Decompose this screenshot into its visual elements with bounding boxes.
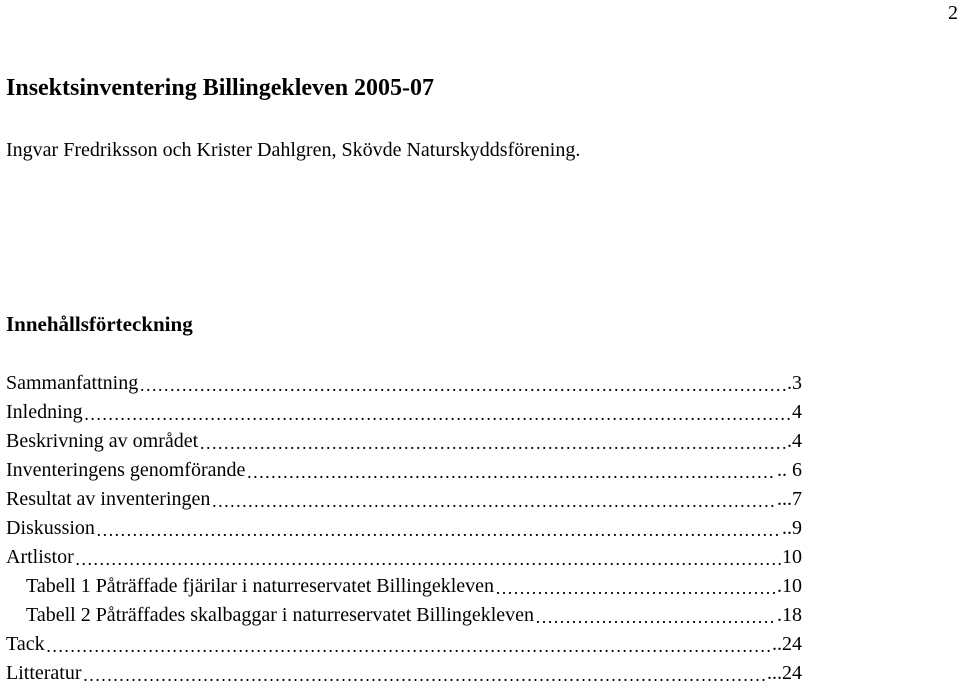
toc-entry-tack[interactable] (6, 630, 802, 659)
toc-entry-label: Beskrivning av området (6, 430, 199, 452)
document-authors: Ingvar Fredriksson och Krister Dahlgren, Skövde Naturskyddsförening. (6, 139, 581, 161)
toc-entry-page: ..24 (772, 633, 802, 655)
toc-dot-leader (75, 545, 781, 565)
toc-entry-page: .4 (787, 430, 802, 452)
toc-entry-page: ..9 (782, 517, 802, 539)
toc-entry-sammanfattning[interactable] (6, 369, 802, 398)
toc-entry-page: 4 (792, 401, 802, 423)
toc-entry-label: Tack (6, 633, 45, 655)
toc-entry-genomforande[interactable] (6, 456, 802, 485)
toc-entry-page: .18 (777, 604, 802, 626)
toc-entry-tabell-2[interactable] (6, 601, 802, 630)
toc-entry-page: ...7 (777, 488, 802, 510)
toc-entry-label: Tabell 1 Påträffade fjärilar i naturreservatet Billingekleven (26, 575, 495, 597)
toc-entry-label: Sammanfattning (6, 372, 139, 394)
toc-entry-label: Inledning (6, 401, 83, 423)
toc-dot-leader (139, 371, 786, 391)
toc-entry-label: Resultat av inventeringen (6, 488, 211, 510)
toc-entry-beskrivning[interactable] (6, 427, 802, 456)
toc-entry-label: Litteratur (6, 662, 82, 684)
toc-entry-page: 10 (782, 546, 802, 568)
table-of-contents (6, 369, 802, 688)
toc-entry-page: .3 (787, 372, 802, 394)
toc-entry-label: Artlistor (6, 546, 74, 568)
toc-dot-leader (46, 632, 771, 652)
toc-dot-leader (199, 429, 786, 449)
toc-entry-page: .. 6 (777, 459, 802, 481)
toc-entry-label: Diskussion (6, 517, 95, 539)
toc-dot-leader (211, 487, 776, 507)
toc-dot-leader (96, 516, 781, 536)
toc-dot-leader (535, 603, 776, 623)
toc-entry-label: Tabell 2 Påträffades skalbaggar i naturreservatet Billingekleven (26, 604, 535, 626)
toc-entry-diskussion[interactable] (6, 514, 802, 543)
toc-dot-leader (83, 661, 766, 681)
toc-heading: Innehållsförteckning (6, 312, 193, 336)
toc-dot-leader (495, 574, 776, 594)
toc-entry-artlistor[interactable] (6, 543, 802, 572)
toc-entry-page: .10 (777, 575, 802, 597)
page-number: 2 (948, 2, 958, 24)
document-title: Insektsinventering Billingekleven 2005-07 (6, 75, 435, 101)
toc-entry-page: ...24 (767, 662, 802, 684)
toc-entry-resultat[interactable] (6, 485, 802, 514)
toc-entry-label: Inventeringens genomförande (6, 459, 246, 481)
toc-dot-leader (246, 458, 776, 478)
toc-dot-leader (84, 400, 791, 420)
toc-entry-litteratur[interactable] (6, 659, 802, 688)
toc-entry-tabell-1[interactable] (6, 572, 802, 601)
toc-entry-inledning[interactable] (6, 398, 802, 427)
